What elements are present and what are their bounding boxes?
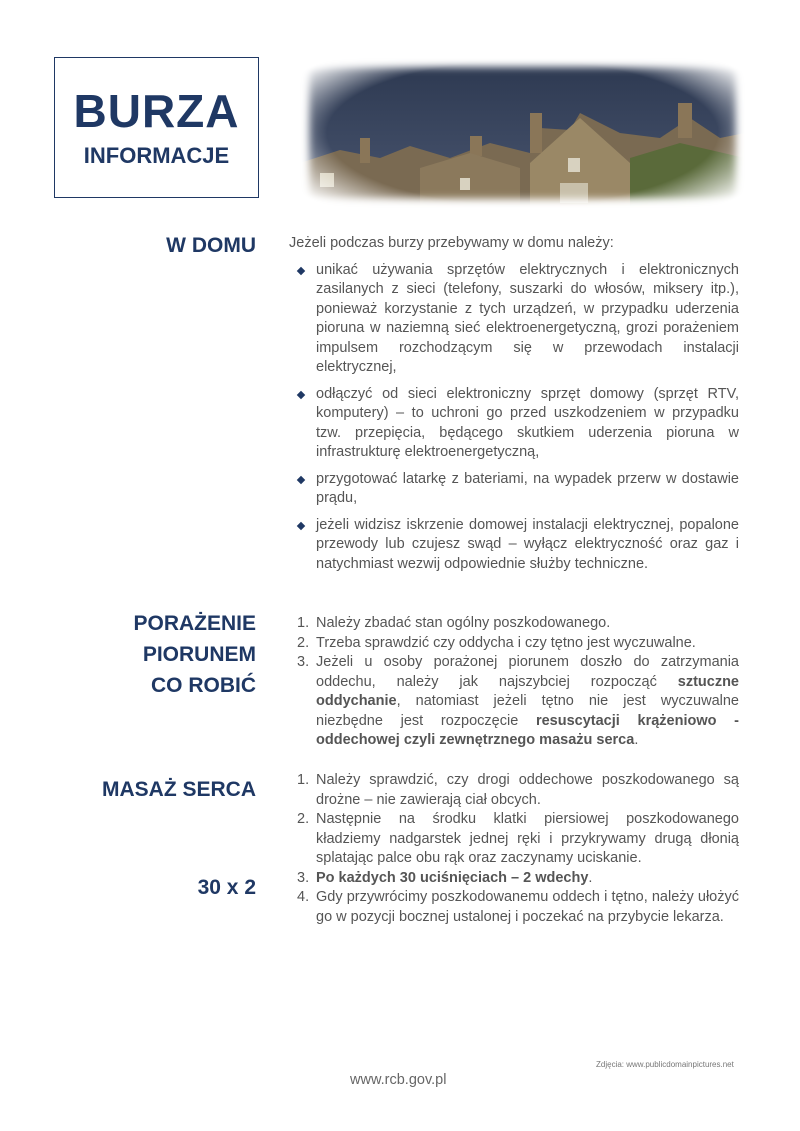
list-item: jeżeli widzisz iskrzenie domowej instalacji elektrycznej, popalone przewody lub czujesz swąd – wyłącz elektryczność oraz gaz i natychmiast wezwij odpowiednie służby techniczne. [289,516,739,575]
section-lightning-content [289,614,739,751]
list-item: przygotować latarkę z bateriami, na wypadek przerw w dostawie prądu, [289,470,739,509]
cpr-steps [289,771,739,927]
list-item: odłączyć od sieci elektroniczny sprzęt domowy (sprzęt RTV, komputery) – to uchroni go przed uszkodzeniem w przypadku tzw. przepięcia, będącego skutkiem uderzenia pioruna w infrastrukturę elektroenergetyczną, [289,385,739,463]
list-item: 3. Jeżeli u osoby porażonej piorunem doszło do zatrzymania oddechu, należy jak najszybciej rozpocząć sztuczne oddychanie, natomiast jeżeli tętno nie jest wyczuwalne niezbędne jest rozpoczęcie resuscytacji krążeniowo - oddechowej czyli zewnętrznego masażu serca. [297,654,739,748]
emphasis: resuscytacji krążeniowo - oddechowej czyli zewnętrznego masażu serca [316,712,739,748]
section-heading-cpr: MASAŻ SERCA [101,778,256,801]
page-title: BURZA [73,85,240,137]
section-heading-home: W DOMU [166,234,256,257]
list-item: 1. Należy sprawdzić, czy drogi oddechowe poszkodowanego są drożne – nie zawierają ciał obcych. [297,772,739,808]
list-item: 4. Gdy przywrócimy poszkodowanemu oddech i tętno, należy ułożyć go w pozycji bocznej ustalonej i poczekać na przybycie lekarza. [297,889,739,925]
list-item: 3. Po każdych 30 uciśnięciach – 2 wdechy. [297,869,593,886]
storm-houses-photo [300,58,745,208]
section-heading-lightning [133,608,256,701]
home-bullet-list [289,261,739,575]
list-item: 2. Trzeba sprawdzić czy oddycha i czy tętno jest wyczuwalne. [297,634,696,651]
page-subtitle: INFORMACJE [83,143,230,168]
section-cpr-content [289,771,739,927]
heading-line: PORAŻENIE [133,612,256,635]
list-item: unikać używania sprzętów elektrycznych i elektronicznych zasilanych z sieci (telefony, suszarki do włosów, miksery itp.), ponieważ korzystanie z tych urządzeń, w przypadku uderzenia pioruna w naziemną sieć elektroenergetyczną, grozi porażeniem impulsem rozchodzącym się w przewodach instalacji elektrycznej, [289,261,739,378]
section-home-intro: Jeżeli podczas burzy przebywamy w domu należy: [289,235,614,251]
cpr-ratio: 30 x 2 [197,876,256,899]
footer-url[interactable]: www.rcb.gov.pl [350,1072,447,1088]
heading-line: PIORUNEM [142,643,256,666]
section-home-content [289,234,739,581]
lightning-steps [289,614,739,751]
list-item: 2. Następnie na środku klatki piersiowej poszkodowanego kładziemy nadgarstek jednej ręki i przykrywamy drugą dłonią splatając palce obu rąk oraz zaczynamy uciskanie. [297,811,739,866]
title-box [54,57,259,198]
emphasis: Po każdych 30 uciśnięciach – 2 wdechy [316,869,589,886]
list-item: 1. Należy zbadać stan ogólny poszkodowanego. [297,615,611,631]
photo-credit: Zdjęcia: www.publicdomainpictures.net [596,1060,734,1069]
emphasis: sztuczne oddychanie [316,673,739,709]
heading-line: CO ROBIĆ [151,674,256,697]
